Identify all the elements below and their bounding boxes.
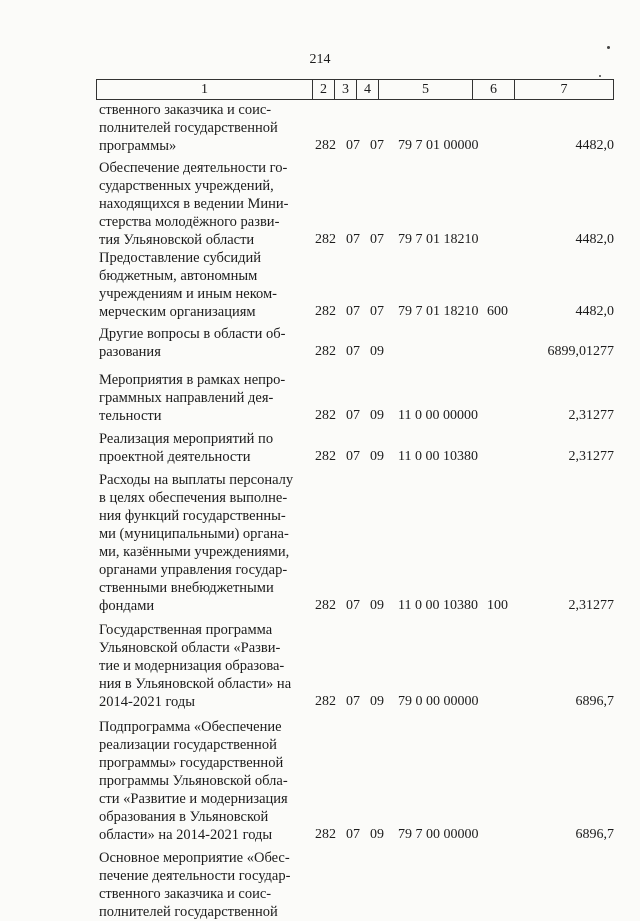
column-header-row — [96, 79, 614, 100]
target-article-code: 11 0 00 10380 — [398, 598, 478, 613]
admin-code: 282 — [315, 694, 336, 709]
subsection-code: 09 — [370, 408, 384, 423]
description-line: полнителей государственной — [99, 120, 278, 136]
row-codes — [312, 903, 614, 921]
section-code: 07 — [346, 449, 360, 464]
amount: 2,31277 — [568, 408, 614, 423]
description-line: печение деятельности государ- — [99, 868, 291, 884]
section-code: 07 — [346, 408, 360, 423]
row-description — [99, 371, 307, 425]
table-row — [0, 101, 640, 155]
expense-type-code: 100 — [487, 598, 508, 613]
subsection-code: 07 — [370, 304, 384, 319]
column-header: 2 — [313, 80, 335, 99]
row-description — [99, 430, 307, 466]
description-line: органами управления государ- — [99, 562, 288, 578]
subsection-code: 09 — [370, 449, 384, 464]
target-article-code: 79 7 01 18210 — [398, 304, 479, 319]
description-line: фондами — [99, 598, 155, 614]
scan-speck — [599, 75, 601, 77]
subsection-code: 07 — [370, 232, 384, 247]
subsection-code: 07 — [370, 138, 384, 153]
description-line: Другие вопросы в области об- — [99, 326, 286, 342]
budget-table — [0, 101, 640, 921]
row-description — [99, 159, 307, 249]
row-codes — [312, 448, 614, 466]
admin-code: 282 — [315, 138, 336, 153]
column-header: 3 — [335, 80, 357, 99]
target-article-code: 79 0 00 00000 — [398, 694, 479, 709]
column-header: 1 — [97, 80, 313, 99]
target-article-code: 79 7 01 00000 — [398, 138, 479, 153]
table-row — [0, 325, 640, 361]
description-line: 2014-2021 годы — [99, 694, 195, 710]
description-line: Ульяновской области «Разви- — [99, 640, 281, 656]
subsection-code: 09 — [370, 827, 384, 842]
description-line: образования в Ульяновской — [99, 809, 269, 825]
description-line: тия Ульяновской области — [99, 232, 255, 248]
description-line: разования — [99, 344, 161, 360]
row-description — [99, 621, 307, 711]
description-line: находящихся в ведении Мини- — [99, 196, 289, 212]
description-line: стерства молодёжного разви- — [99, 214, 280, 230]
row-codes — [312, 597, 614, 615]
description-line: Мероприятия в рамках непро- — [99, 372, 286, 388]
section-code: 07 — [346, 138, 360, 153]
description-line: проектной деятельности — [99, 449, 251, 465]
description-line: программы» государственной — [99, 755, 284, 771]
target-article-code: 11 0 00 00000 — [398, 408, 478, 423]
column-header: 7 — [560, 82, 568, 97]
description-line: бюджетным, автономным — [99, 268, 258, 284]
section-code: 07 — [346, 304, 360, 319]
table-row — [0, 471, 640, 615]
section-code: 07 — [346, 827, 360, 842]
row-codes — [312, 303, 614, 321]
description-line: тельности — [99, 408, 162, 424]
amount: 6899,01277 — [547, 344, 614, 359]
amount: 4482,0 — [575, 304, 614, 319]
description-line: программы Ульяновской обла- — [99, 773, 288, 789]
description-line: Основное мероприятие «Обес- — [99, 850, 290, 866]
table-row — [0, 430, 640, 466]
description-line: Подпрограмма «Обеспечение — [99, 719, 282, 735]
row-description — [99, 249, 307, 321]
description-line: ми (муниципальными) органа- — [99, 526, 289, 542]
scan-speck — [607, 46, 610, 49]
description-line: учреждениям и иным неком- — [99, 286, 277, 302]
description-line: ния функций государственны- — [99, 508, 286, 524]
subsection-code: 09 — [370, 598, 384, 613]
description-line: мерческим организациям — [99, 304, 256, 320]
amount: 4482,0 — [575, 232, 614, 247]
row-codes — [312, 137, 614, 155]
description-line: в целях обеспечения выполне- — [99, 490, 288, 506]
target-article-code: 79 7 00 00000 — [398, 827, 479, 842]
description-line: ния в Ульяновской области» на — [99, 676, 292, 692]
admin-code: 282 — [315, 598, 336, 613]
table-row — [0, 849, 640, 921]
admin-code: 282 — [315, 827, 336, 842]
description-line: области» на 2014-2021 годы — [99, 827, 273, 843]
description-line: Расходы на выплаты персоналу — [99, 472, 294, 488]
section-code: 07 — [346, 694, 360, 709]
section-code: 07 — [346, 344, 360, 359]
description-line: граммных направлений дея- — [99, 390, 274, 406]
row-description — [99, 849, 307, 921]
expense-type-code: 600 — [487, 304, 508, 319]
row-codes — [312, 407, 614, 425]
table-row — [0, 249, 640, 321]
row-description — [99, 101, 307, 155]
description-line: ственными внебюджетными — [99, 580, 274, 596]
description-line: Реализация мероприятий по — [99, 431, 274, 447]
description-line: Обеспечение деятельности го- — [99, 160, 288, 176]
target-article-code: 79 7 01 18210 — [398, 232, 479, 247]
row-description — [99, 325, 307, 361]
target-article-code: 11 0 00 10380 — [398, 449, 478, 464]
column-header: 4 — [357, 80, 379, 99]
description-line: сударственных учреждений, — [99, 178, 274, 194]
admin-code: 282 — [315, 232, 336, 247]
table-row — [0, 159, 640, 249]
description-line: Предоставление субсидий — [99, 250, 262, 266]
column-header: 6 — [473, 80, 515, 99]
subsection-code: 09 — [370, 344, 384, 359]
section-code: 07 — [346, 598, 360, 613]
row-codes — [312, 231, 614, 249]
section-code: 07 — [346, 232, 360, 247]
admin-code: 282 — [315, 408, 336, 423]
row-codes — [312, 826, 614, 844]
row-description — [99, 718, 307, 844]
admin-code: 282 — [315, 344, 336, 359]
description-line: ственного заказчика и соис- — [99, 102, 272, 118]
row-description — [99, 471, 307, 615]
table-row — [0, 718, 640, 844]
description-line: ственного заказчика и соис- — [99, 886, 272, 902]
amount: 6896,7 — [575, 827, 614, 842]
row-codes — [312, 343, 614, 361]
table-row — [0, 621, 640, 711]
table-row — [0, 371, 640, 425]
subsection-code: 09 — [370, 694, 384, 709]
admin-code: 282 — [315, 304, 336, 319]
column-header: 5 — [379, 80, 473, 99]
amount: 2,31277 — [568, 598, 614, 613]
description-line: Государственная программа — [99, 622, 273, 638]
description-line: реализации государственной — [99, 737, 277, 753]
row-codes — [312, 693, 614, 711]
page-number: 214 — [309, 52, 331, 67]
amount: 2,31277 — [568, 449, 614, 464]
description-line: сти «Развитие и модернизация — [99, 791, 288, 807]
description-line: полнителей государственной — [99, 904, 278, 920]
description-line: ми, казёнными учреждениями, — [99, 544, 290, 560]
amount: 6896,7 — [575, 694, 614, 709]
description-line: программы» — [99, 138, 177, 154]
admin-code: 282 — [315, 449, 336, 464]
amount: 4482,0 — [575, 138, 614, 153]
description-line: тие и модернизация образова- — [99, 658, 285, 674]
